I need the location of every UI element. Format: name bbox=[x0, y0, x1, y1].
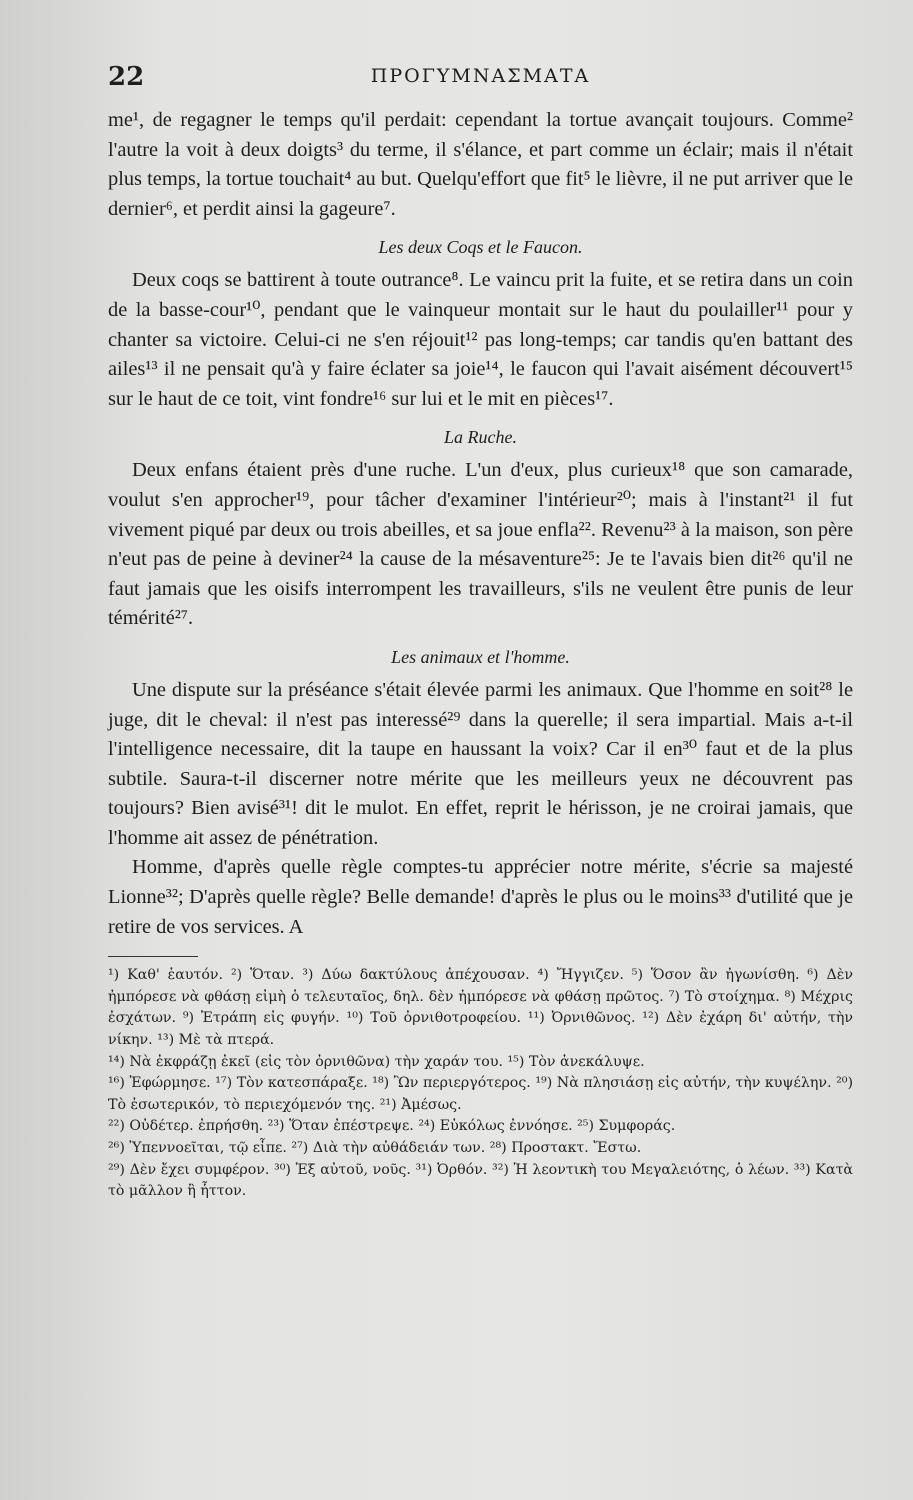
footnote-line: ¹⁴) Νὰ ἐκφράζῃ ἐκεῖ (εἰς τὸν ὀρνιθῶνα) τὴν χαράν του. ¹⁵) Τὸν ἀνεκάλυψε. bbox=[108, 1053, 645, 1070]
paragraph-tortoise-end: me¹, de regagner le temps qu'il perdait: cependant la tortue avançait toujours. Comme² l'autre la voit à deux doigts³ du terme, il s'élance, et part comme un éclair; mais il n'était plus temps, la tortue touchait⁴ au but. Quelqu'effort que fit⁵ le lièvre, il ne put arriver que le dernier⁶, et perdit ainsi la gageure⁷. bbox=[108, 109, 853, 220]
running-header bbox=[108, 62, 853, 98]
footnote-line: ²⁶) Ὑπεννοεῖται, τῷ εἶπε. ²⁷) Διὰ τὴν αὐθάδειάν των. ²⁸) Προστακτ. Ἔστω. bbox=[108, 1140, 642, 1156]
paragraph-coqs: Deux coqs se battirent à toute outrance⁸. Le vaincu prit la fuite, et se retira dans un coin de la basse-cour¹⁰, pendant que le vainqueur montait sur le haut du poulailler¹¹ pour y chanter sa victoire. Celui-ci ne s'en réjouit¹² pas long-temps; car tandis qu'en battant des ailes¹³ il ne pensait qu'à y faire éclater sa joie¹⁴, le faucon qui l'avait aisément découvert¹⁵ sur le haut de ce toit, vint fondre¹⁶ sur lui et le mit en pièces¹⁷. bbox=[108, 269, 853, 410]
running-title: ΠΡΟΓΥΜΝΑΣΜΑΤΑ bbox=[370, 65, 591, 87]
paragraph-animaux-2: Homme, d'après quelle règle comptes-tu apprécier notre mérite, s'écrie sa majesté Lionne³²; D'après quelle règle? Belle demande! d'après le plus ou le moins³³ d'utilité que je retire de vos services. A bbox=[108, 856, 853, 938]
footnote-line: ²⁹) Δὲν ἔχει συμφέρον. ³⁰) Ἐξ αὐτοῦ, νοῦς. ³¹) Ὀρθόν. ³²) Ἡ λεοντικὴ του Μεγαλειότης, ὁ λέων. ³³) Κατὰ τὸ μᾶλλον ἢ ἧττον. bbox=[108, 1161, 853, 1200]
footnote-line: ¹) Καθ' ἑαυτόν. ²) Ὅταν. ³) Δύω δακτύλους ἀπέχουσαν. ⁴) Ἤγγιζεν. ⁵) Ὅσον ἂν ἠγωνίσθη. ⁶) Δὲν ἠμπόρεσε νὰ φθάσῃ εἰμὴ ὁ τελευταῖος, δηλ. δὲν ἠμπόρεσε νὰ φθάσῃ πρῶτος. ⁷) Τὸ στοίχημα. ⁸) Μέχρις ἐσχάτων. ⁹) Ἐτράπη εἰς φυγήν. ¹⁰) Τοῦ ὀρνιθοτροφείου. ¹¹) Ὀρνιθῶνος. ¹²) Δὲν ἐχάρη δι' αὐτήν, τὴν νίκην. ¹³) Μὲ τὰ πτερά. bbox=[108, 967, 853, 1049]
footnote-line: ²²) Οὐδέτερ. ἐπρήσθη. ²³) Ὅταν ἐπέστρεψε. ²⁴) Εὐκόλως ἐννόησε. ²⁵) Συμφοράς. bbox=[108, 1118, 676, 1135]
footnote-divider bbox=[108, 956, 198, 957]
section-title-animaux: Les animaux et l'homme. bbox=[391, 646, 570, 667]
section-title-ruche: La Ruche. bbox=[444, 427, 517, 448]
paragraph-animaux-1: Une dispute sur la préséance s'était élevée parmi les animaux. Que l'homme en soit²⁸ le juge, dit le cheval: il n'est pas interessé²⁹ dans la querelle; il sera impartial. Mais a-t-il l'intelligence necessaire, dit la taupe en haussant la voix? Car il en³⁰ faut et de la plus subtile. Saura-t-il discerner notre mérite que les meilleurs yeux ne découvrent pas toujours? Bien avisé³¹! dit le mulot. En effet, reprit le hérisson, je ne croirai jamais, que l'homme ait assez de pénétration. bbox=[108, 678, 853, 849]
paragraph-ruche: Deux enfans étaient près d'une ruche. L'un d'eux, plus curieux¹⁸ que son camarade, voulut s'en approcher¹⁹, pour tâcher d'examiner l'intérieur²⁰; mais à l'instant²¹ il fut vivement piqué par deux ou trois abeilles, et sa joue enfla²². Revenu²³ à la maison, son père n'eut pas de peine à deviner²⁴ la cause de la mésaventure²⁵: Je te l'avais bien dit²⁶ qu'il ne faut jamais que les oisifs interrompent les travailleurs, s'ils ne veulent être punis de leur témérité²⁷. bbox=[108, 459, 853, 630]
page-number: 22 bbox=[108, 62, 145, 92]
footnotes bbox=[108, 965, 853, 1203]
section-title-coqs: Les deux Coqs et le Faucon. bbox=[378, 237, 583, 258]
footnote-line: ¹⁶) Ἐφώρμησε. ¹⁷) Τὸν κατεσπάραξε. ¹⁸) Ὢν περιεργότερος. ¹⁹) Νὰ πλησιάσῃ εἰς αὐτήν, τὴν κυψέλην. ²⁰) Τὸ ἐσωτερικόν, τὸ περιεχόμενόν της. ²¹) Ἀμέσως. bbox=[108, 1075, 853, 1113]
